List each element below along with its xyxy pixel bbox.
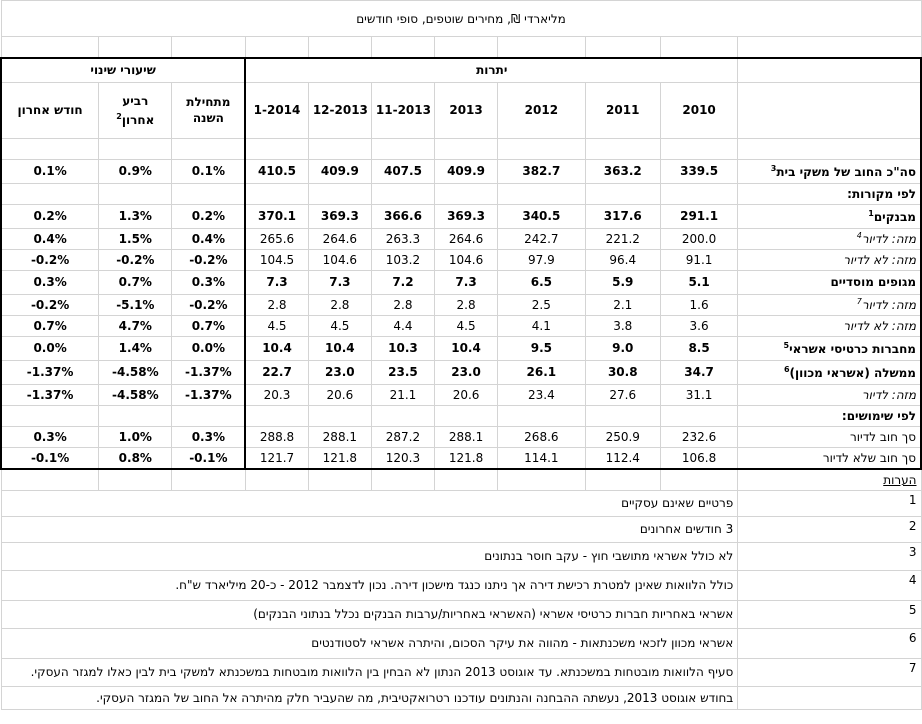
value-cell[interactable]: 265.6	[245, 228, 308, 249]
sheet-row	[1, 447, 921, 469]
change-cell[interactable]: 0.1%	[172, 159, 245, 183]
empty-cell[interactable]	[172, 37, 245, 59]
change-cell[interactable]: 0.7%	[1, 315, 99, 336]
empty-cell[interactable]	[308, 37, 371, 59]
row-label-text: מזה: לא לדיור	[843, 318, 916, 333]
column-header[interactable]: 2013	[435, 82, 498, 138]
empty-cell[interactable]	[435, 37, 498, 59]
value-cell[interactable]: 2.8	[435, 294, 498, 315]
note-number[interactable]: 4	[738, 570, 921, 600]
empty-cell[interactable]	[99, 37, 172, 59]
empty-cell[interactable]	[1, 138, 99, 159]
sheet-row	[1, 384, 921, 405]
row-label-text: ממשלה (אשראי מכוון)	[789, 365, 916, 380]
row-label-text: סך חוב לדיור	[849, 429, 916, 444]
value-cell[interactable]: 2.8	[245, 294, 308, 315]
value-cell[interactable]: 112.4	[585, 447, 660, 469]
change-cell[interactable]	[99, 405, 172, 426]
column-header[interactable]	[1, 82, 99, 138]
value-cell[interactable]: 2.8	[308, 294, 371, 315]
value-cell[interactable]	[245, 183, 308, 204]
row-label[interactable]	[738, 159, 921, 183]
sheet-row	[1, 159, 921, 183]
change-cell[interactable]: 0.3%	[1, 270, 99, 294]
column-header[interactable]: 11-2013	[371, 82, 434, 138]
value-cell[interactable]: 23.5	[371, 360, 434, 384]
empty-cell[interactable]	[498, 37, 586, 59]
empty-cell[interactable]	[245, 138, 308, 159]
value-cell[interactable]: 5.9	[585, 270, 660, 294]
value-cell[interactable]: 6.5	[498, 270, 586, 294]
sheet-row	[1, 315, 921, 336]
row-label[interactable]	[738, 336, 921, 360]
footnote-ref: 1	[868, 208, 874, 218]
change-cell[interactable]: 4.7%	[99, 315, 172, 336]
note-text[interactable]: אשראי מכוון לזכאי משכנתאות - מהווה את עיקר הסכום, והיתרה אשראי לסטודנטים	[1, 628, 738, 658]
value-cell[interactable]: 8.5	[660, 336, 737, 360]
value-cell[interactable]: 369.3	[308, 204, 371, 228]
value-cell[interactable]: 409.9	[308, 159, 371, 183]
note-text[interactable]: פרטיים שאינם עסקיים	[1, 490, 738, 516]
value-cell[interactable]: 409.9	[435, 159, 498, 183]
value-cell[interactable]: 264.6	[308, 228, 371, 249]
empty-cell[interactable]	[172, 138, 245, 159]
value-cell[interactable]: 366.6	[371, 204, 434, 228]
change-cell[interactable]: 0.4%	[172, 228, 245, 249]
value-cell[interactable]	[371, 183, 434, 204]
value-cell[interactable]: 370.1	[245, 204, 308, 228]
value-cell[interactable]	[498, 405, 586, 426]
empty-cell[interactable]	[1, 37, 99, 59]
value-cell[interactable]: 7.3	[245, 270, 308, 294]
change-cell[interactable]: 0.3%	[1, 426, 99, 447]
empty-cell[interactable]	[371, 37, 434, 59]
change-cell[interactable]: 1.4%	[99, 336, 172, 360]
value-cell[interactable]: 7.2	[371, 270, 434, 294]
value-cell[interactable]	[498, 183, 586, 204]
change-cell[interactable]: 0.0%	[1, 336, 99, 360]
sheet-row	[1, 58, 921, 82]
value-cell[interactable]: 20.6	[435, 384, 498, 405]
value-cell[interactable]	[660, 405, 737, 426]
change-cell[interactable]: 0.3%	[172, 270, 245, 294]
sheet-row	[1, 228, 921, 249]
change-cell[interactable]: -0.2%	[172, 249, 245, 270]
value-cell[interactable]: 291.1	[660, 204, 737, 228]
column-header-label: חודש אחרון	[17, 103, 83, 117]
row-label[interactable]	[738, 270, 921, 294]
value-cell[interactable]: 200.0	[660, 228, 737, 249]
value-cell[interactable]: 369.3	[435, 204, 498, 228]
value-cell[interactable]: 317.6	[585, 204, 660, 228]
value-cell[interactable]: 4.5	[308, 315, 371, 336]
value-cell[interactable]: 221.2	[585, 228, 660, 249]
empty-cell[interactable]	[172, 469, 245, 491]
sheet-row	[1, 183, 921, 204]
value-cell[interactable]: 7.3	[435, 270, 498, 294]
value-cell[interactable]: 3.8	[585, 315, 660, 336]
empty-cell[interactable]	[245, 37, 308, 59]
row-label-text: לפי מקורות:	[847, 186, 916, 201]
note-text[interactable]: סעיף הלוואות מובטחות במשכנתא. עד אוגוסט 2013 הנתון לא הבחין בין הלוואות מובטחות במשכנתא למשקי בית לבין כאלו למגזר העסקי.	[1, 658, 738, 686]
row-label[interactable]	[738, 405, 921, 426]
row-label-text: סה"כ החוב של משקי בית	[776, 164, 916, 179]
value-cell[interactable]: 21.1	[371, 384, 434, 405]
note-text[interactable]: בחודש אוגוסט 2013, נעשתה ההבחנה והנתונים עודכנו רטרואקטיבית, מה שהעביר חלק מהיתרה אל החוב של המגזר העסקי.	[1, 686, 738, 709]
change-cell[interactable]	[172, 183, 245, 204]
note-text[interactable]: 3 חודשים אחרונים	[1, 516, 738, 542]
value-cell[interactable]: 5.1	[660, 270, 737, 294]
value-cell[interactable]: 96.4	[585, 249, 660, 270]
sheet-row	[1, 600, 921, 628]
change-cell[interactable]: 0.0%	[172, 336, 245, 360]
empty-cell[interactable]	[99, 469, 172, 491]
value-cell[interactable]: 4.4	[371, 315, 434, 336]
change-cell[interactable]: -0.1%	[172, 447, 245, 469]
value-cell[interactable]	[585, 405, 660, 426]
value-cell[interactable]: 20.3	[245, 384, 308, 405]
change-cell[interactable]: 0.7%	[172, 315, 245, 336]
footnote-ref: 7	[856, 297, 862, 306]
empty-cell[interactable]	[245, 469, 308, 491]
change-cell[interactable]: -0.2%	[172, 294, 245, 315]
change-cell[interactable]	[172, 405, 245, 426]
change-cell[interactable]: 0.9%	[99, 159, 172, 183]
change-cell[interactable]: 0.4%	[1, 228, 99, 249]
row-label-text: לפי שימושים:	[841, 408, 916, 423]
sheet-row	[1, 336, 921, 360]
value-cell[interactable]: 288.1	[435, 426, 498, 447]
change-cell[interactable]: 0.1%	[1, 159, 99, 183]
row-label[interactable]	[738, 426, 921, 447]
row-label-text: סך חוב שלא לדיור	[822, 450, 916, 465]
value-cell[interactable]: 104.6	[435, 249, 498, 270]
sheet-row	[1, 426, 921, 447]
value-cell[interactable]: 9.5	[498, 336, 586, 360]
row-label-text: מזה: לדיור	[861, 387, 916, 402]
value-cell[interactable]: 340.5	[498, 204, 586, 228]
value-cell[interactable]: 30.8	[585, 360, 660, 384]
row-label-text: מבנקים	[873, 209, 916, 224]
empty-cell[interactable]	[660, 469, 737, 491]
value-cell[interactable]: 121.8	[308, 447, 371, 469]
value-cell[interactable]: 23.0	[308, 360, 371, 384]
change-cell[interactable]: -0.1%	[1, 447, 99, 469]
empty-cell[interactable]	[738, 82, 921, 138]
row-label-text: מזה: לדיור	[861, 298, 916, 312]
value-cell[interactable]: 34.7	[660, 360, 737, 384]
change-cell[interactable]: 0.7%	[99, 270, 172, 294]
row-label[interactable]	[738, 204, 921, 228]
value-cell[interactable]: 1.6	[660, 294, 737, 315]
value-cell[interactable]: 103.2	[371, 249, 434, 270]
column-header[interactable]	[172, 82, 245, 138]
value-cell[interactable]: 10.4	[245, 336, 308, 360]
column-header[interactable]	[99, 82, 172, 138]
empty-cell[interactable]	[308, 469, 371, 491]
value-cell[interactable]: 10.4	[308, 336, 371, 360]
change-cell[interactable]	[1, 405, 99, 426]
empty-cell[interactable]	[435, 469, 498, 491]
note-number[interactable]: 3	[738, 542, 921, 570]
value-cell[interactable]: 288.1	[308, 426, 371, 447]
note-number[interactable]: 2	[738, 516, 921, 542]
value-cell[interactable]: 91.1	[660, 249, 737, 270]
row-label[interactable]	[738, 249, 921, 270]
note-text[interactable]: כולל הלוואות שאינן למטרת רכישת דירה אך ניתנו כנגד מישכון דירה. נכון לדצמבר 2012 - כ-20 מיליארד ש"ח.	[1, 570, 738, 600]
value-cell[interactable]: 23.4	[498, 384, 586, 405]
value-cell[interactable]: 22.7	[245, 360, 308, 384]
value-cell[interactable]: 287.2	[371, 426, 434, 447]
value-cell[interactable]: 363.2	[585, 159, 660, 183]
sheet-row	[1, 490, 921, 516]
sheet-row	[1, 294, 921, 315]
value-cell[interactable]: 121.7	[245, 447, 308, 469]
sheet-row	[1, 469, 921, 491]
page-title[interactable]: מליארדי ₪, מחירים שוטפים, סופי חודשים	[1, 1, 921, 37]
value-cell[interactable]	[660, 183, 737, 204]
row-label-text: מחברות כרטיסי אשראי	[789, 341, 916, 356]
row-label[interactable]	[738, 294, 921, 315]
value-cell[interactable]	[308, 405, 371, 426]
empty-cell[interactable]	[738, 37, 921, 59]
value-cell[interactable]: 410.5	[245, 159, 308, 183]
footnote-ref: 6	[783, 364, 790, 374]
sheet-row	[1, 686, 921, 709]
value-cell[interactable]: 7.3	[308, 270, 371, 294]
change-cell[interactable]: -1.37%	[172, 360, 245, 384]
change-cell[interactable]: -0.2%	[99, 249, 172, 270]
value-cell[interactable]: 242.7	[498, 228, 586, 249]
note-text[interactable]: אשראי באחריות חברות כרטיסי אשראי (האשראי באחריות/ערבות הבנקים נכלל בנתוני הבנקים)	[1, 600, 738, 628]
empty-cell[interactable]	[498, 138, 586, 159]
sheet-row	[1, 405, 921, 426]
footnote-ref: 5	[783, 340, 790, 350]
value-cell[interactable]: 2.5	[498, 294, 586, 315]
change-cell[interactable]: 1.5%	[99, 228, 172, 249]
change-cell[interactable]: -1.37%	[1, 360, 99, 384]
value-cell[interactable]: 3.6	[660, 315, 737, 336]
value-cell[interactable]: 4.5	[435, 315, 498, 336]
footnote-ref: 3	[770, 163, 777, 173]
column-header-label: רביע אחרון	[121, 93, 155, 127]
value-cell[interactable]: 268.6	[498, 426, 586, 447]
value-cell[interactable]: 263.3	[371, 228, 434, 249]
empty-cell[interactable]	[585, 469, 660, 491]
sheet-row	[1, 204, 921, 228]
empty-cell[interactable]	[660, 138, 737, 159]
change-cell[interactable]: 0.8%	[99, 447, 172, 469]
row-label[interactable]	[738, 315, 921, 336]
notes-title[interactable]: הערות	[738, 469, 921, 491]
value-cell[interactable]	[245, 405, 308, 426]
value-cell[interactable]: 339.5	[660, 159, 737, 183]
value-cell[interactable]: 10.4	[435, 336, 498, 360]
sheet-row	[1, 270, 921, 294]
empty-cell[interactable]	[738, 138, 921, 159]
value-cell[interactable]: 120.3	[371, 447, 434, 469]
sheet-row	[1, 37, 921, 59]
value-cell[interactable]: 114.1	[498, 447, 586, 469]
value-cell[interactable]: 106.8	[660, 447, 737, 469]
sheet-row	[1, 542, 921, 570]
row-label-text: מגופים מוסדיים	[830, 275, 916, 289]
header-balances-group[interactable]: יתרות	[245, 58, 738, 82]
value-cell[interactable]	[435, 183, 498, 204]
header-changes-group[interactable]: שיעורי שינוי	[1, 58, 245, 82]
value-cell[interactable]	[435, 405, 498, 426]
value-cell[interactable]: 4.1	[498, 315, 586, 336]
footnote-ref: 4	[856, 231, 862, 240]
change-cell[interactable]: 0.2%	[1, 204, 99, 228]
value-cell[interactable]: 232.6	[660, 426, 737, 447]
value-cell[interactable]: 31.1	[660, 384, 737, 405]
value-cell[interactable]: 26.1	[498, 360, 586, 384]
row-label[interactable]	[738, 228, 921, 249]
empty-cell[interactable]	[435, 138, 498, 159]
value-cell[interactable]: 20.6	[308, 384, 371, 405]
value-cell[interactable]: 288.8	[245, 426, 308, 447]
change-cell[interactable]: -0.2%	[1, 294, 99, 315]
value-cell[interactable]	[585, 183, 660, 204]
empty-cell[interactable]	[1, 469, 99, 491]
sheet-row	[1, 1, 921, 37]
note-number[interactable]: 6	[738, 628, 921, 658]
row-label-text: מזה: לא לדיור	[843, 252, 916, 267]
row-label[interactable]	[738, 447, 921, 469]
change-cell[interactable]: 0.3%	[172, 426, 245, 447]
value-cell[interactable]	[308, 183, 371, 204]
value-cell[interactable]: 27.6	[585, 384, 660, 405]
value-cell[interactable]: 382.7	[498, 159, 586, 183]
change-cell[interactable]: -1.37%	[172, 384, 245, 405]
note-number[interactable]: 7	[738, 658, 921, 686]
column-header[interactable]: 2010	[660, 82, 737, 138]
value-cell[interactable]: 97.9	[498, 249, 586, 270]
row-label[interactable]	[738, 183, 921, 204]
sheet-row	[1, 138, 921, 159]
column-header[interactable]: 2012	[498, 82, 586, 138]
change-cell[interactable]: -4.58%	[99, 360, 172, 384]
change-cell[interactable]: -4.58%	[99, 384, 172, 405]
value-cell[interactable]: 250.9	[585, 426, 660, 447]
change-cell[interactable]: -5.1%	[99, 294, 172, 315]
note-number[interactable]: 5	[738, 600, 921, 628]
change-cell[interactable]	[99, 183, 172, 204]
change-cell[interactable]: 1.0%	[99, 426, 172, 447]
sheet-row	[1, 249, 921, 270]
value-cell[interactable]: 2.8	[371, 294, 434, 315]
sheet-row	[1, 360, 921, 384]
note-number[interactable]	[738, 686, 921, 709]
row-label[interactable]	[738, 384, 921, 405]
value-cell[interactable]: 121.8	[435, 447, 498, 469]
column-header-label: מתחילת השנה	[186, 95, 231, 125]
change-cell[interactable]: 0.2%	[172, 204, 245, 228]
empty-cell[interactable]	[308, 138, 371, 159]
value-cell[interactable]: 4.5	[245, 315, 308, 336]
note-number[interactable]: 1	[738, 490, 921, 516]
change-cell[interactable]	[1, 183, 99, 204]
change-cell[interactable]: 1.3%	[99, 204, 172, 228]
column-header[interactable]: 1-2014	[245, 82, 308, 138]
empty-cell[interactable]	[738, 58, 921, 82]
sheet-row	[1, 516, 921, 542]
sheet-row	[1, 628, 921, 658]
sheet-row	[1, 658, 921, 686]
column-header[interactable]: 2011	[585, 82, 660, 138]
row-label-text: מזה: לדיור	[861, 232, 916, 246]
change-cell[interactable]: -0.2%	[1, 249, 99, 270]
empty-cell[interactable]	[498, 469, 586, 491]
empty-cell[interactable]	[99, 138, 172, 159]
empty-cell[interactable]	[371, 469, 434, 491]
value-cell[interactable]: 2.1	[585, 294, 660, 315]
empty-cell[interactable]	[660, 37, 737, 59]
note-text[interactable]: לא כולל אשראי מתושבי חוץ - עקב חוסר בנתונים	[1, 542, 738, 570]
empty-cell[interactable]	[371, 138, 434, 159]
value-cell[interactable]: 104.6	[308, 249, 371, 270]
empty-cell[interactable]	[585, 138, 660, 159]
column-header[interactable]: 12-2013	[308, 82, 371, 138]
sheet-row	[1, 82, 921, 138]
value-cell[interactable]: 264.6	[435, 228, 498, 249]
footnote-ref: 2	[116, 111, 122, 121]
change-cell[interactable]: -1.37%	[1, 384, 99, 405]
value-cell[interactable]: 407.5	[371, 159, 434, 183]
sheet-row	[1, 570, 921, 600]
value-cell[interactable]: 23.0	[435, 360, 498, 384]
row-label[interactable]	[738, 360, 921, 384]
value-cell[interactable]: 104.5	[245, 249, 308, 270]
empty-cell[interactable]	[585, 37, 660, 59]
value-cell[interactable]: 10.3	[371, 336, 434, 360]
value-cell[interactable]	[371, 405, 434, 426]
value-cell[interactable]: 9.0	[585, 336, 660, 360]
